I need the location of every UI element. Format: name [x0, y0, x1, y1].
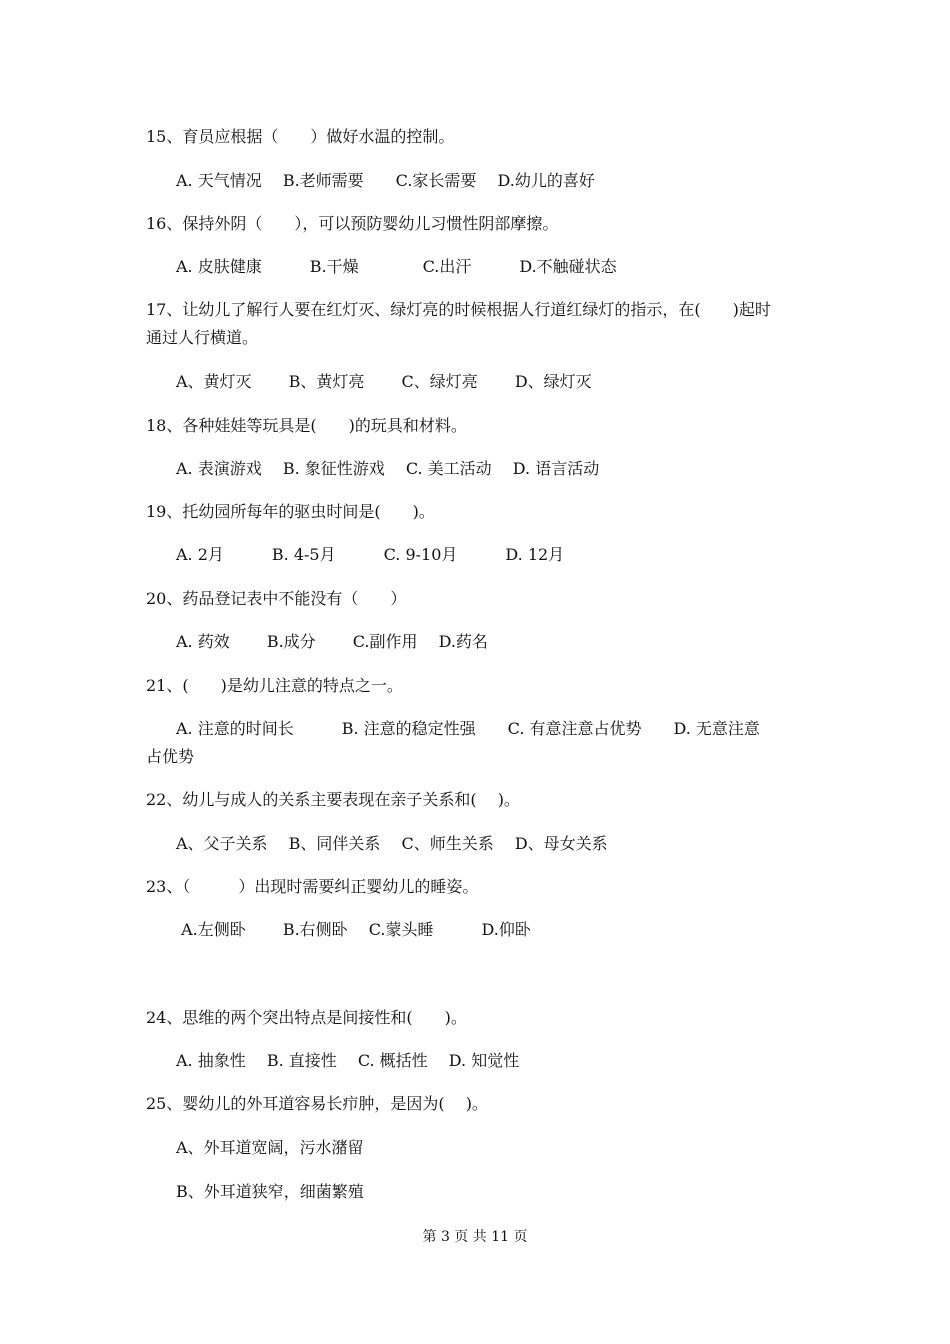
question-18-options: A. 表演游戏 B. 象征性游戏 C. 美工活动 D. 语言活动	[176, 459, 600, 478]
page-number-footer: 第 3 页 共 11 页	[422, 1229, 528, 1245]
question-25-option-b: B、外耳道狭窄，细菌繁殖	[176, 1182, 364, 1201]
question-19-options: A. 2月 B. 4-5月 C. 9-10月 D. 12月	[176, 545, 565, 564]
question-25-option-a: A、外耳道宽阔，污水潴留	[176, 1138, 364, 1157]
question-23-options: A.左侧卧 B.右侧卧 C.蒙头睡 D.仰卧	[176, 920, 531, 939]
question-23-stem: 23、（ ）出现时需要纠正婴幼儿的睡姿。	[146, 877, 479, 896]
question-17-options: A、黄灯灭 B、黄灯亮 C、绿灯亮 D、绿灯灭	[176, 372, 592, 391]
question-22-stem: 22、幼儿与成人的关系主要表现在亲子关系和( )。	[146, 790, 520, 809]
question-15-options: A. 天气情况 B.老师需要 C.家长需要 D.幼儿的喜好	[176, 171, 595, 190]
question-18-stem: 18、各种娃娃等玩具是( )的玩具和材料。	[146, 416, 467, 435]
question-22-options: A、父子关系 B、同伴关系 C、师生关系 D、母女关系	[176, 834, 608, 853]
question-15-stem: 15、育员应根据（ ）做好水温的控制。	[146, 127, 455, 146]
question-17-stem-continued: 通过人行横道。	[146, 328, 259, 347]
question-21-stem: 21、( )是幼儿注意的特点之一。	[146, 676, 403, 695]
question-24-options: A. 抽象性 B. 直接性 C. 概括性 D. 知觉性	[176, 1051, 520, 1070]
question-20-stem: 20、药品登记表中不能没有（ ）	[146, 589, 407, 608]
question-19-stem: 19、托幼园所每年的驱虫时间是( )。	[146, 502, 435, 521]
question-25-stem: 25、婴幼儿的外耳道容易长疖肿，是因为( )。	[146, 1094, 488, 1113]
question-21-options-continued: 占优势	[146, 747, 195, 766]
question-21-options: A. 注意的时间长 B. 注意的稳定性强 C. 有意注意占优势 D. 无意注意	[176, 719, 760, 738]
question-24-stem: 24、思维的两个突出特点是间接性和( )。	[146, 1008, 467, 1027]
question-20-options: A. 药效 B.成分 C.副作用 D.药名	[176, 632, 488, 651]
question-17-stem: 17、让幼儿了解行人要在红灯灭、绿灯亮的时候根据人行道红绿灯的指示，在( )起时	[146, 300, 771, 319]
question-16-options: A. 皮肤健康 B.干燥 C.出汗 D.不触碰状态	[176, 257, 617, 276]
question-16-stem: 16、保持外阴（ ），可以预防婴幼儿习惯性阴部摩擦。	[146, 214, 559, 233]
